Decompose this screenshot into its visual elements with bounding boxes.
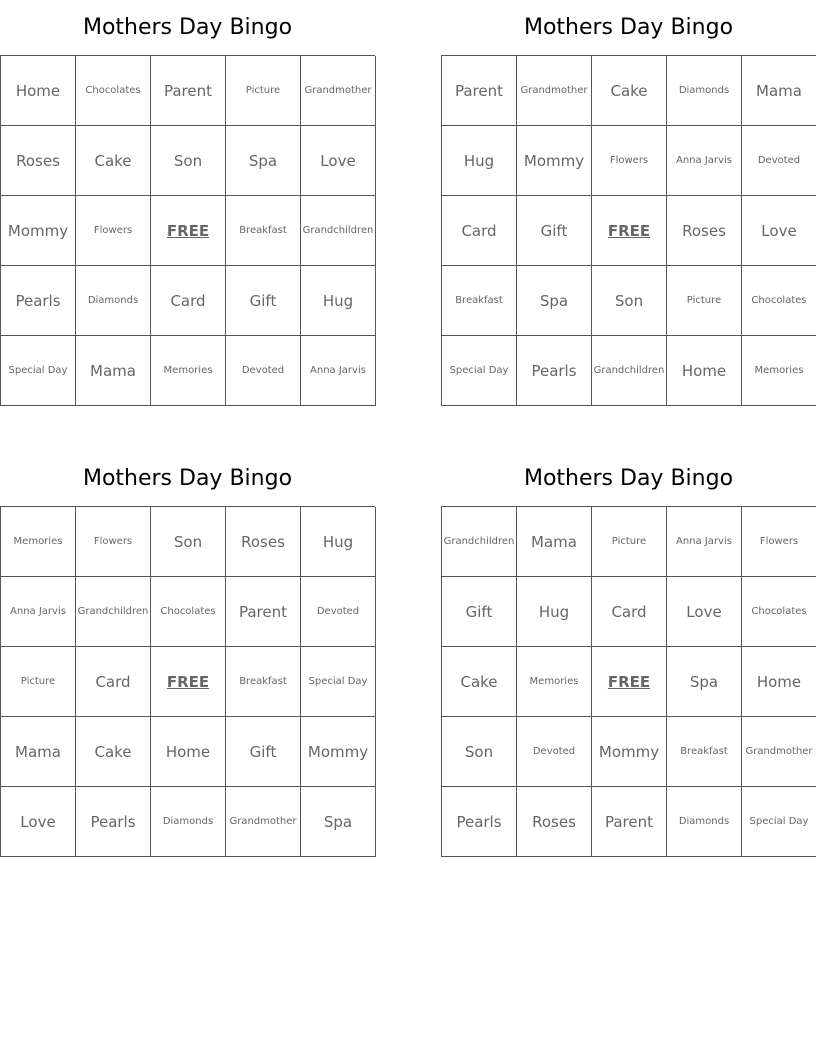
bingo-cell: Hug — [442, 126, 517, 196]
bingo-grid — [441, 55, 816, 406]
bingo-cell: Card — [76, 647, 151, 717]
bingo-cell: Memories — [517, 647, 592, 717]
bingo-cell: Mommy — [301, 717, 376, 787]
bingo-cell: Memories — [151, 336, 226, 406]
bingo-cell: Memories — [742, 336, 816, 406]
bingo-cell: Roses — [667, 196, 742, 266]
bingo-cell: Anna Jarvis — [301, 336, 376, 406]
bingo-cell: Pearls — [76, 787, 151, 857]
bingo-cell: Spa — [667, 647, 742, 717]
bingo-cell: Love — [667, 577, 742, 647]
bingo-cell: Cake — [76, 126, 151, 196]
bingo-cell: Flowers — [76, 196, 151, 266]
bingo-cell: Son — [151, 126, 226, 196]
bingo-cell: Son — [442, 717, 517, 787]
free-space-cell: FREE — [151, 196, 226, 266]
bingo-cell: Mama — [76, 336, 151, 406]
bingo-cell: Mommy — [1, 196, 76, 266]
bingo-cell: Devoted — [301, 577, 376, 647]
bingo-grid — [0, 55, 375, 406]
bingo-cell: Special Day — [442, 336, 517, 406]
bingo-cell: Son — [151, 507, 226, 577]
bingo-card-4 — [441, 451, 816, 857]
bingo-cell: Parent — [592, 787, 667, 857]
bingo-cell: Grandchildren — [76, 577, 151, 647]
bingo-cell: Parent — [151, 56, 226, 126]
bingo-cell: Gift — [442, 577, 517, 647]
bingo-cell: Spa — [301, 787, 376, 857]
bingo-cell: Love — [742, 196, 816, 266]
bingo-cell: Pearls — [517, 336, 592, 406]
bingo-cell: Love — [301, 126, 376, 196]
bingo-cell: Breakfast — [667, 717, 742, 787]
bingo-cell: Home — [1, 56, 76, 126]
bingo-cell: Picture — [592, 507, 667, 577]
bingo-grid — [0, 506, 375, 857]
bingo-cell: Son — [592, 266, 667, 336]
bingo-cell: Flowers — [742, 507, 816, 577]
bingo-cell: Grandchildren — [442, 507, 517, 577]
bingo-cell: Home — [667, 336, 742, 406]
bingo-cell: Mommy — [517, 126, 592, 196]
bingo-cell: Chocolates — [742, 266, 816, 336]
bingo-cell: Diamonds — [76, 266, 151, 336]
free-space-cell: FREE — [592, 647, 667, 717]
bingo-cell: Hug — [301, 266, 376, 336]
bingo-grid — [441, 506, 816, 857]
bingo-cell: Chocolates — [76, 56, 151, 126]
bingo-cell: Memories — [1, 507, 76, 577]
bingo-cell: Anna Jarvis — [1, 577, 76, 647]
bingo-cell: Home — [151, 717, 226, 787]
bingo-cell: Parent — [442, 56, 517, 126]
bingo-cell: Flowers — [592, 126, 667, 196]
bingo-cell: Cake — [442, 647, 517, 717]
bingo-cell: Grandmother — [301, 56, 376, 126]
bingo-card-1 — [0, 0, 375, 406]
bingo-cell: Pearls — [1, 266, 76, 336]
bingo-card-3 — [0, 451, 375, 857]
bingo-cell: Cake — [592, 56, 667, 126]
bingo-cell: Spa — [226, 126, 301, 196]
bingo-cell: Cake — [76, 717, 151, 787]
bingo-cell: Special Day — [742, 787, 816, 857]
bingo-cell: Grandchildren — [301, 196, 376, 266]
bingo-cell: Card — [592, 577, 667, 647]
bingo-cell: Hug — [517, 577, 592, 647]
bingo-cell: Diamonds — [667, 56, 742, 126]
bingo-cell: Picture — [226, 56, 301, 126]
bingo-cell: Gift — [226, 266, 301, 336]
bingo-card-2 — [441, 0, 816, 406]
bingo-cell: Roses — [226, 507, 301, 577]
bingo-cell: Chocolates — [151, 577, 226, 647]
bingo-cell: Special Day — [301, 647, 376, 717]
bingo-cell: Spa — [517, 266, 592, 336]
bingo-cell: Mama — [517, 507, 592, 577]
bingo-cell: Breakfast — [442, 266, 517, 336]
bingo-cell: Diamonds — [151, 787, 226, 857]
bingo-cell: Home — [742, 647, 816, 717]
bingo-cell: Special Day — [1, 336, 76, 406]
bingo-cell: Mommy — [592, 717, 667, 787]
bingo-cell: Hug — [301, 507, 376, 577]
bingo-cell: Roses — [1, 126, 76, 196]
bingo-cell: Devoted — [742, 126, 816, 196]
bingo-cell: Picture — [667, 266, 742, 336]
bingo-cell: Anna Jarvis — [667, 126, 742, 196]
free-space-cell: FREE — [592, 196, 667, 266]
bingo-cell: Parent — [226, 577, 301, 647]
bingo-cell: Love — [1, 787, 76, 857]
bingo-cell: Gift — [226, 717, 301, 787]
bingo-cell: Breakfast — [226, 647, 301, 717]
bingo-cell: Card — [442, 196, 517, 266]
card-title: Mothers Day Bingo — [523, 15, 734, 40]
free-space-cell: FREE — [151, 647, 226, 717]
bingo-cell: Pearls — [442, 787, 517, 857]
bingo-cell: Picture — [1, 647, 76, 717]
card-title: Mothers Day Bingo — [82, 466, 293, 491]
bingo-cell: Chocolates — [742, 577, 816, 647]
card-title: Mothers Day Bingo — [82, 15, 293, 40]
bingo-cell: Breakfast — [226, 196, 301, 266]
bingo-cell: Mama — [1, 717, 76, 787]
bingo-cell: Devoted — [517, 717, 592, 787]
bingo-cell: Flowers — [76, 507, 151, 577]
bingo-cell: Devoted — [226, 336, 301, 406]
bingo-cell: Gift — [517, 196, 592, 266]
bingo-cell: Grandmother — [517, 56, 592, 126]
bingo-cell: Grandchildren — [592, 336, 667, 406]
bingo-cell: Grandmother — [742, 717, 816, 787]
bingo-cell: Mama — [742, 56, 816, 126]
bingo-cell: Card — [151, 266, 226, 336]
bingo-cell: Roses — [517, 787, 592, 857]
bingo-cell: Anna Jarvis — [667, 507, 742, 577]
card-title: Mothers Day Bingo — [523, 466, 734, 491]
bingo-cell: Diamonds — [667, 787, 742, 857]
bingo-cell: Grandmother — [226, 787, 301, 857]
